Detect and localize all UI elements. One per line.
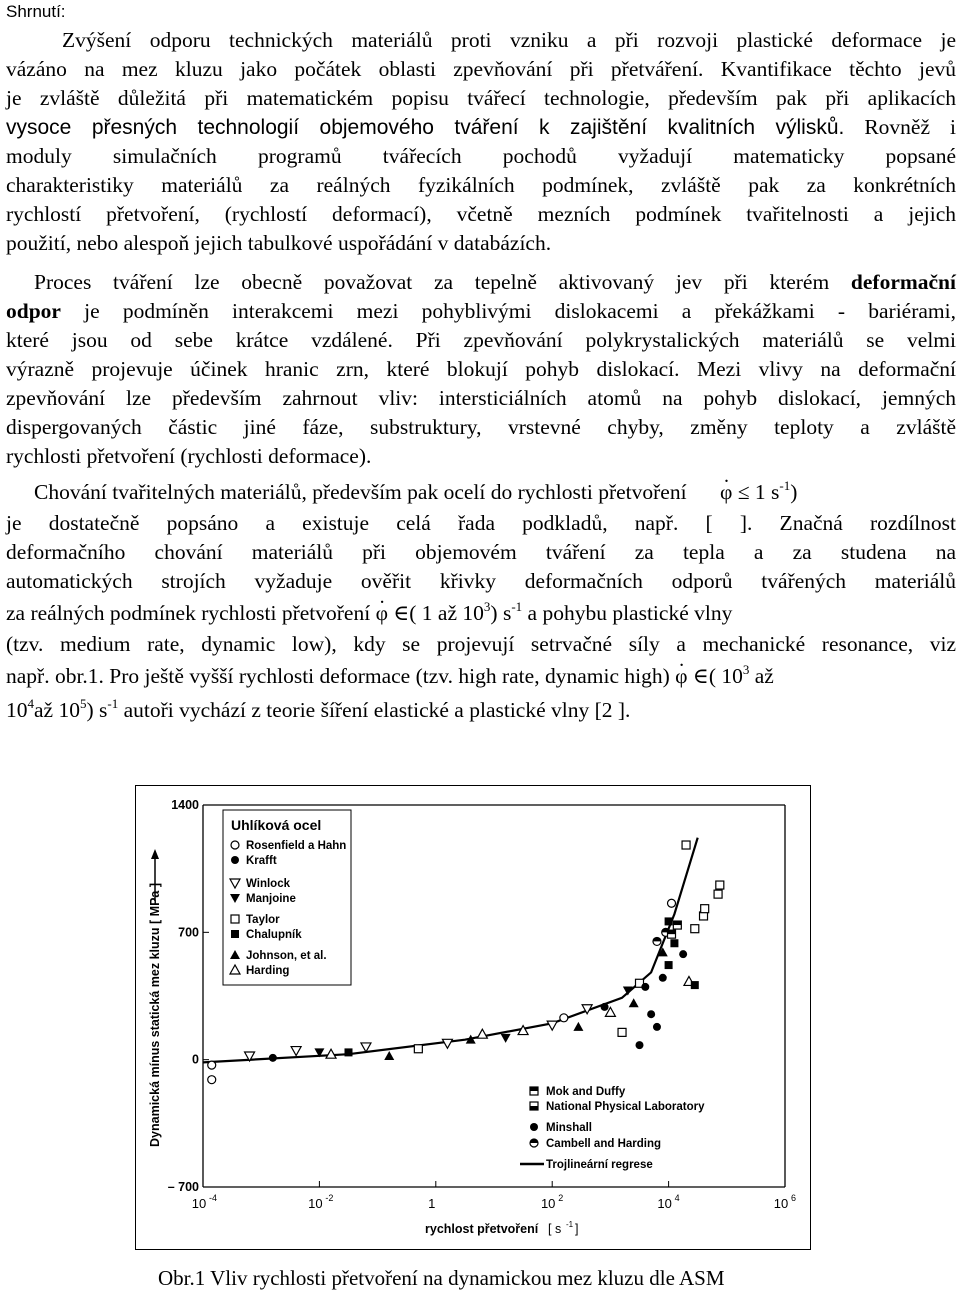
data-point [659, 974, 667, 982]
legend-label: Rosenfield a Hahn [246, 840, 347, 852]
paragraph-3-text: a pohybu plastické vlny [522, 601, 733, 625]
data-point [501, 1034, 511, 1043]
data-point [682, 841, 690, 849]
paragraph-3-text: ∈( 10 [687, 664, 743, 688]
paragraph-2-line: rychlosti přetvoření (rychlosti deformace). [6, 444, 372, 468]
y-axis-title-group [148, 849, 162, 1147]
superscript: -1 [511, 599, 523, 614]
legend-marker [530, 1106, 538, 1110]
paragraph-3-line: deformačního chování materiálů při objemovém tváření za tepla a za studena na [6, 540, 956, 564]
paragraph-2-line: které jsou od sebe krátce vzdálené. Při zpevňování polykrystalických materiálů se velmi [6, 328, 956, 352]
x-axis-unit-close: ] [575, 1222, 579, 1236]
paragraph-3-text: např. obr.1. Pro ještě vyšší rychlosti deformace (tzv. high rate, dynamic high) [6, 664, 676, 688]
bold-term: deformační [850, 270, 956, 294]
paragraph-2-line: zpevňování lze především zahrnout vliv: intersticiálních atomů na pohyb dislokací, jemných [6, 386, 956, 410]
data-point [679, 950, 687, 958]
paragraph-3-line: (tzv. medium rate, dynamic low), kdy se projevují setrvačné síly a mechanické resonance, viz [6, 632, 956, 656]
bold-term: odpor [6, 299, 61, 323]
superscript: 3 [483, 599, 491, 614]
x-axis-title: rychlost přetvoření [425, 1222, 539, 1236]
paragraph-3-text: za reálných podmínek rychlosti přetvoření [6, 601, 376, 625]
data-point [668, 899, 676, 907]
data-point [269, 1054, 277, 1062]
legend-marker [231, 915, 239, 923]
chart-title: Uhlíková ocel [231, 817, 322, 833]
legend-label: Manjoine [246, 893, 296, 905]
legend-label: Trojlineární regrese [546, 1159, 653, 1171]
paragraph-1-line: charakteristiky materiálů za reálných fyzikálních podmínek, zvláště pak za konkrétních [6, 173, 956, 197]
data-point [208, 1076, 216, 1084]
paragraph-3-line [6, 596, 956, 630]
data-point [291, 1047, 301, 1056]
x-tick-label: 10 [191, 1196, 207, 1211]
data-point [560, 1014, 568, 1022]
y-axis-title-arrowhead [151, 849, 159, 859]
x-tick-label: 10 [540, 1196, 556, 1211]
data-point [326, 1049, 336, 1058]
legend-label: Krafft [246, 855, 277, 867]
paragraph-3-line: je dostatečně popsáno a existuje celá řada podkladů, např. [ ]. Značná rozdílnost [6, 511, 956, 535]
paragraph-1-line: vázáno na mez kluzu jako počátek oblasti zpevňování při přetváření. Kvantifikace těchto jevů [6, 57, 956, 81]
x-tick-exp: 6 [791, 1193, 797, 1203]
x-tick-label: 10 [308, 1196, 323, 1211]
superscript: 5 [79, 696, 87, 711]
strain-rate-symbol: . φ [675, 659, 687, 693]
paragraph-1-line: je zvláště důležitá při matematickém popisu tvářecí technologie, především pak při aplikacích [6, 86, 956, 110]
x-tick-label: 10 [657, 1196, 672, 1211]
data-point [384, 1051, 394, 1060]
x-tick-label: 1 [428, 1196, 436, 1211]
data-point [647, 1010, 655, 1018]
page-heading: Shrnutí: [6, 2, 66, 21]
legend-label: Cambell and Harding [546, 1138, 662, 1150]
paragraph-3-text: Chování tvařitelných materiálů, především pak ocelí do rychlosti přetvoření [34, 480, 692, 504]
x-tick-exp: 2 [558, 1193, 564, 1203]
paragraph-3 [6, 475, 956, 727]
x-axis-ticks [192, 1181, 796, 1211]
strain-rate-symbol: . φ [376, 596, 388, 630]
data-point [477, 1029, 487, 1038]
x-axis-unit: [ s [548, 1222, 562, 1236]
strain-rate-symbol: . φ [692, 475, 732, 509]
paragraph-1-line [6, 113, 956, 142]
paragraph-3-text: ∈( 1 až 10 [387, 601, 484, 625]
data-point [573, 1022, 583, 1031]
superscript: 3 [742, 662, 750, 677]
legend-label: Winlock [246, 878, 290, 890]
paragraph-2-line [6, 297, 956, 326]
paragraph-2-text: je podmíněn interakcemi mezi pohyblivými dislokacemi a překážkami - bariérami, [60, 299, 956, 323]
y-tick-label: – 700 [167, 1180, 199, 1194]
legend-label: Harding [246, 965, 290, 977]
paragraph-1-line: moduly simulačních programů tvářecích pochodů vyžadují matematicky popsané [6, 144, 956, 168]
data-point [547, 1021, 557, 1030]
chart-figure [135, 785, 811, 1250]
legend-label: Johnson, et al. [246, 950, 327, 962]
y-axis-title: Dynamická mínus statická mez kluzu [ MPa ] [148, 883, 162, 1147]
paragraph-1-line-tail: Rovněž i [844, 115, 956, 139]
data-point [601, 1003, 609, 1011]
x-axis-unit-exp: -1 [566, 1220, 574, 1229]
data-point [414, 1045, 422, 1053]
paragraph-3-text: ) [790, 480, 798, 504]
data-point [618, 1028, 626, 1036]
data-point [641, 983, 649, 991]
data-point [442, 1039, 452, 1048]
paragraph-2-line: výrazně projevuje účinek hranic zrn, které blokují pohyb dislokací. Mezi vlivy na deformační [6, 357, 956, 381]
x-axis-title-group [425, 1220, 578, 1236]
legend-label: Mok and Duffy [546, 1086, 626, 1098]
legend-bottom-right-items [520, 1086, 705, 1171]
x-tick-exp: -4 [209, 1193, 218, 1203]
legend-marker [231, 930, 239, 938]
legend-label: Chalupník [246, 929, 302, 941]
superscript: 4 [27, 696, 34, 711]
legend-marker [231, 841, 239, 849]
data-point [629, 998, 639, 1007]
strain-rate-chart [135, 785, 811, 1250]
paragraph-3-line [6, 475, 956, 509]
data-point [714, 890, 722, 898]
data-point [691, 925, 699, 933]
paragraph-3-text: 10 [6, 698, 28, 722]
paragraph-2-line: dispergovaných částic jiné fáze, substruktury, vrstevné chyby, změny teploty a zvláště [6, 415, 956, 439]
paragraph-3-text: autoři vychází z teorie šíření elastické a plastické vlny [2 ]. [118, 698, 631, 722]
paragraph-3-text: až [749, 664, 774, 688]
x-tick-label: 10 [773, 1196, 789, 1211]
y-tick-label: 700 [178, 925, 199, 940]
paragraph-2-text: Proces tváření lze obecně považovat za tepelně aktivovaný jev při kterém [34, 270, 851, 294]
paragraph-2-line [6, 268, 956, 297]
data-point [636, 1041, 644, 1049]
superscript: -1 [779, 478, 791, 493]
legend-marker [530, 1123, 538, 1131]
paragraph-1-line: použití, nebo alespoň jejich tabulkové uspořádání v databázích. [6, 231, 552, 255]
paragraph-3-text: ) s [490, 601, 512, 625]
data-point [670, 939, 678, 947]
data-point [345, 1048, 353, 1056]
data-point [665, 917, 673, 925]
data-point [653, 1023, 661, 1031]
paragraph-3-line [6, 659, 956, 693]
x-tick-exp: -2 [325, 1193, 334, 1203]
data-point [701, 905, 709, 913]
paragraph-1-line: rychlostí přetvoření, (rychlostí deformací), včetně mezních podmínek tvařitelnosti a jejich [6, 202, 956, 226]
data-point [691, 981, 699, 989]
paragraph-1-line-sans: vysoce přesných technologií objemového tváření k zajištění kvalitních výlisků. [6, 116, 845, 139]
legend-label: National Physical Laboratory [546, 1101, 705, 1113]
paragraph-3-line: automatických strojích vyžaduje ověřit křivky deformačních odporů tvářených materiálů [6, 569, 956, 593]
data-point [665, 961, 673, 969]
paragraph-1-line: Zvýšení odporu technických materiálů proti vzniku a při rozvoji plastické deformace je [62, 28, 956, 52]
data-point [716, 881, 724, 889]
paragraph-3-text: ≤ 1 s [732, 480, 780, 504]
y-tick-label: 0 [192, 1052, 199, 1067]
figure-caption: Obr.1 Vliv rychlosti přetvoření na dynamickou mez kluzu dle ASM [158, 1266, 725, 1290]
legend-label: Minshall [546, 1122, 593, 1134]
paragraph-3-text: až 10 [34, 698, 80, 722]
superscript: -1 [107, 696, 119, 711]
data-point [208, 1061, 216, 1069]
data-point [668, 930, 676, 934]
paragraph-3-line [6, 693, 956, 727]
paragraph-1 [6, 26, 956, 258]
legend-marker [530, 1087, 538, 1091]
x-tick-exp: 4 [674, 1193, 680, 1203]
paragraph-2 [6, 268, 956, 471]
y-tick-label: 1400 [171, 798, 199, 812]
data-point [673, 921, 681, 925]
legend-label: Taylor [246, 914, 280, 926]
legend-marker [231, 856, 239, 864]
paragraph-3-text: ) s [86, 698, 108, 722]
